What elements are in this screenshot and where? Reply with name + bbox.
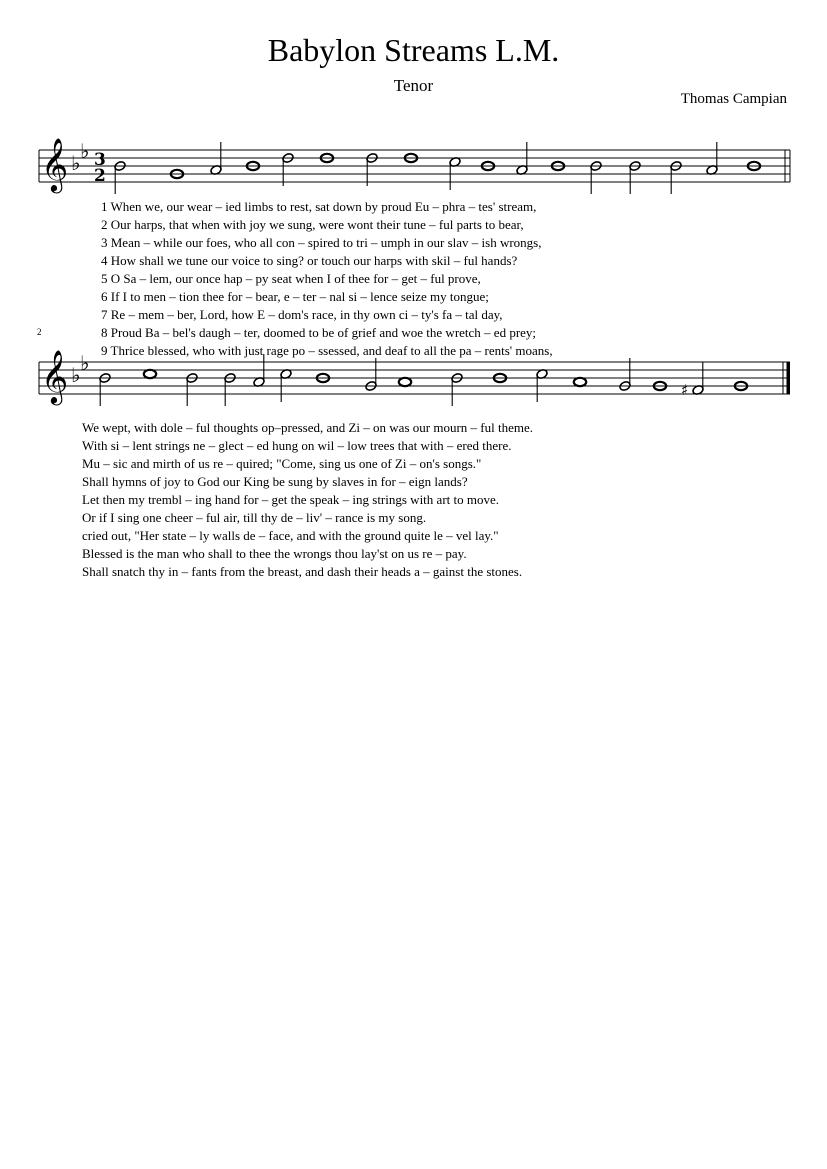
final-barline [787,362,791,394]
lyric-line: 9 Thrice blessed, who with just rage po – ssessed, and deaf to all the pa – rents' moans, [101,343,553,358]
note [619,358,632,392]
treble-clef-icon: 𝄞 [41,349,69,403]
flat-icon: ♭ [80,139,90,163]
lyric-line: With si – lent strings ne – glect – ed hung on wil – low trees that with – ered there. [82,438,512,453]
lyric-line: 1 When we, our wear – ied limbs to rest, sat down by proud Eu – phra – tes' stream, [101,199,537,214]
note [365,358,378,392]
lyric-line: Shall snatch thy in – fants from the breast, and dash their heads a – gainst the stones. [82,564,523,579]
flat-icon: ♭ [71,151,81,175]
note [706,142,719,176]
lyric-line: Mu – sic and mirth of us re – quired; "Come, sing us one of Zi – on's songs." [82,456,482,471]
note [670,160,683,194]
lyric-line: 4 How shall we tune our voice to sing? or touch our harps with skil – ful hands? [101,253,518,268]
composer-name: Thomas Campian [680,91,787,107]
note [516,142,529,176]
time-signature-bottom: 2 [94,166,106,186]
flat-icon: ♭ [80,351,90,375]
lyric-line: We wept, with dole – ful thoughts op–pressed, and Zi – on was our mourn – ful theme. [82,420,533,435]
lyric-line: Shall hymns of joy to God our King be sung by slaves in for – eign lands? [82,474,468,489]
flat-icon: ♭ [71,363,81,387]
note [210,142,223,176]
lyric-line: 2 Our harps, that when with joy we sung, were wont their tune – ful parts to bear, [101,217,524,232]
lyric-line: cried out, "Her state – ly walls de – face, and with the ground quite le – vel lay." [82,528,499,543]
note [99,372,112,406]
system-number: 2 [37,327,42,337]
note [186,372,199,406]
note [536,368,549,402]
note [590,160,603,194]
note [282,152,295,186]
note [449,156,462,190]
note [224,372,237,406]
sharp-icon: ♯ [681,381,689,399]
note [681,362,704,399]
treble-clef-icon: 𝄞 [41,137,69,191]
note [280,368,293,402]
note [451,372,464,406]
note [366,152,379,186]
note [114,160,127,194]
lyric-line: 7 Re – mem – ber, Lord, how E – dom's race, in thy own ci – ty's fa – tal day, [101,307,503,322]
lyric-line: 6 If I to men – tion thee for – bear, e – ter – nal si – lence seize my tongue; [101,289,489,304]
lyric-line: 5 O Sa – lem, our once hap – py seat when I of thee for – get – ful prove, [101,271,481,286]
part-name: Tenor [393,76,434,95]
page-title: Babylon Streams L.M. [267,32,560,68]
note [629,160,642,194]
lyric-line: Let then my trembl – ing hand for – get the speak – ing strings with art to move. [82,492,500,507]
note [574,378,586,386]
lyric-line: Or if I sing one cheer – ful air, till thy de – liv' – rance is my song. [82,510,427,525]
staff-system-1 [39,137,790,194]
lyric-line: Blessed is the man who shall to thee the wrongs thou lay'st on us re – pay. [82,546,467,561]
lyric-line: 3 Mean – while our foes, who all con – spired to tri – umph in our slav – ish wrongs, [101,235,542,250]
time-signature-top: 3 [94,150,106,170]
note [399,378,411,386]
lyric-line: 8 Proud Ba – bel's daugh – ter, doomed to be of grief and woe the wretch – ed prey; [101,325,537,340]
note [144,370,156,378]
note [253,354,266,388]
